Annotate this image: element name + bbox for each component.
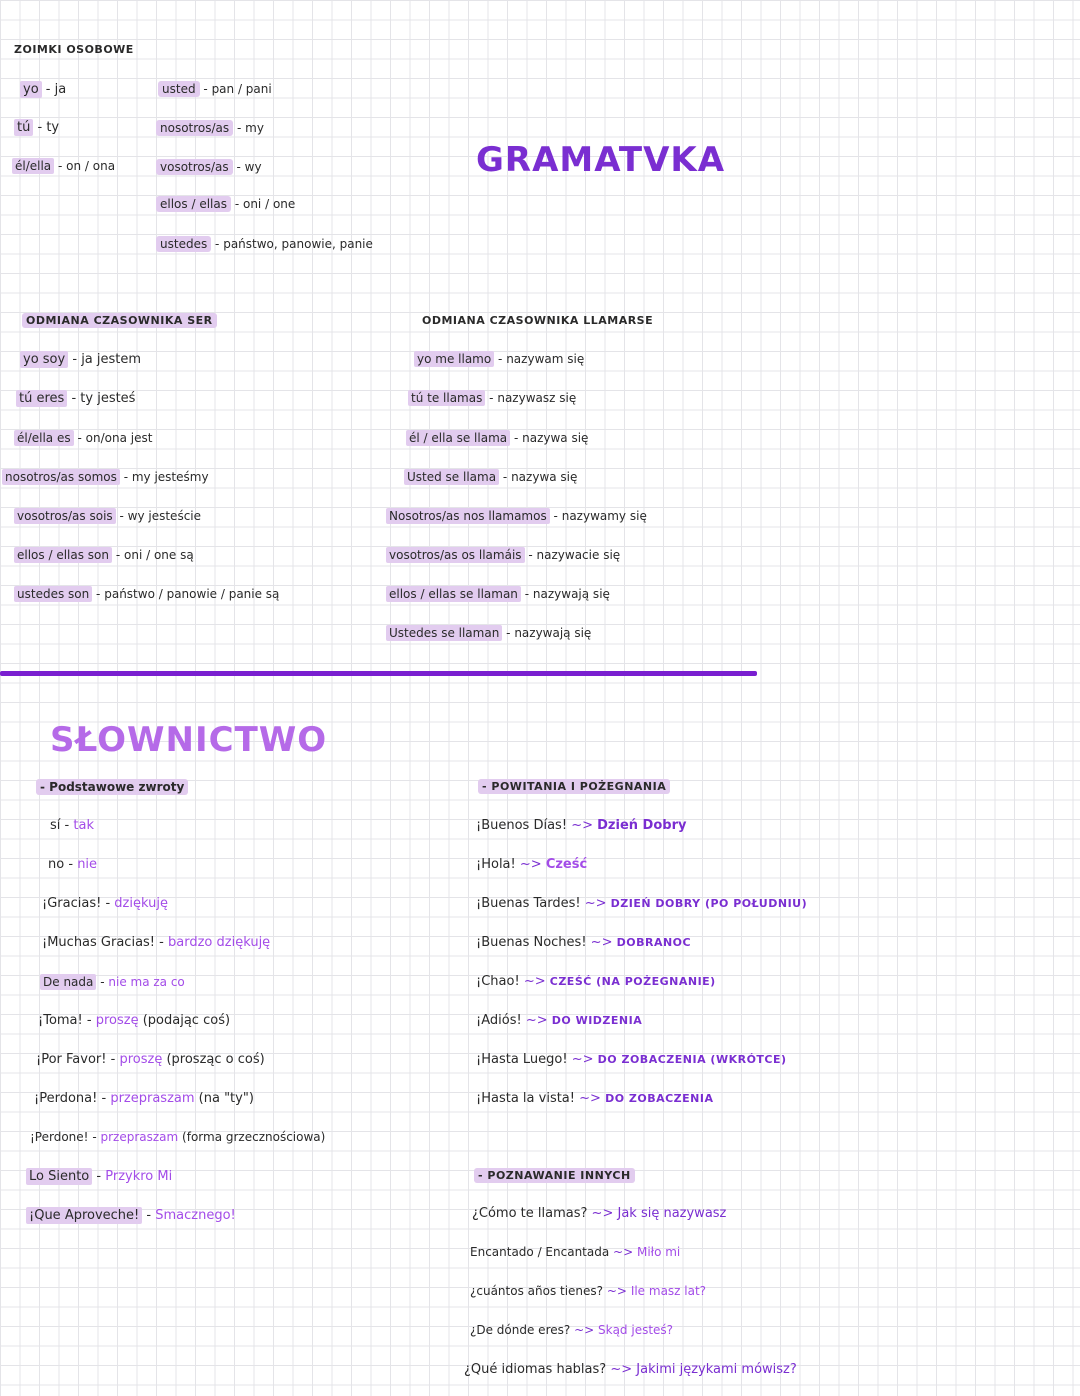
llamarse-pl: nazywamy się	[561, 509, 647, 523]
ser-row	[14, 587, 279, 601]
llamarse-sep: -	[553, 509, 558, 523]
pronoun-pl: on / ona	[66, 159, 116, 173]
greeting-sep: ~>	[584, 896, 607, 911]
llamarse-pl: nazywam się	[506, 352, 585, 366]
basic-row	[34, 1091, 254, 1106]
ser-row	[20, 352, 141, 367]
pronoun-es: él/ella	[12, 158, 54, 174]
ser-row	[14, 509, 201, 523]
llamarse-pl: nazywa się	[522, 431, 589, 445]
llamarse-sep: -	[489, 391, 494, 405]
pronoun-sep: -	[215, 237, 220, 251]
ser-pl: oni / one są	[124, 548, 194, 562]
basic-pl: proszę	[119, 1052, 163, 1067]
llamarse-sep: -	[506, 626, 511, 640]
meeting-row	[472, 1206, 726, 1221]
llamarse-pl: nazywają się	[514, 626, 592, 640]
ser-pl: wy jesteście	[127, 509, 202, 523]
pronoun-row	[156, 237, 373, 251]
llamarse-row	[404, 470, 577, 484]
llamarse-es: Ustedes se llaman	[386, 625, 502, 641]
pronoun-es: ellos / ellas	[156, 196, 231, 212]
basic-es: no	[48, 857, 65, 872]
greeting-es: ¡Buenas Noches!	[476, 935, 587, 950]
basic-note: (podając coś)	[142, 1013, 231, 1028]
basic-sep: -	[100, 975, 105, 989]
basic-pl: przepraszam	[100, 1130, 179, 1144]
meeting-es: ¿Qué idiomas hablas?	[464, 1362, 607, 1377]
pronoun-sep: -	[58, 159, 63, 173]
basic-note: (prosząc o coś)	[166, 1052, 265, 1067]
basic-es: sí	[50, 818, 61, 833]
basic-note: (na "ty")	[198, 1091, 254, 1106]
pronouns-title: ZOIMKI OSOBOWE	[14, 43, 134, 56]
ser-sep: -	[71, 391, 77, 406]
basic-es: ¡Perdone!	[30, 1130, 89, 1144]
basic-row	[42, 935, 270, 950]
basic-row	[30, 1130, 325, 1144]
basic-row	[36, 1052, 265, 1067]
llamarse-sep: -	[502, 470, 508, 484]
llamarse-row	[386, 548, 620, 562]
ser-es: ellos / ellas son	[14, 547, 112, 563]
pronoun-pl: ja	[54, 82, 67, 97]
pronoun-row	[156, 160, 262, 174]
pronoun-sep: -	[236, 160, 241, 174]
ser-row	[2, 470, 209, 484]
llamarse-pl: nazywa się	[511, 470, 578, 484]
basic-pl: dziękuję	[114, 896, 168, 911]
ser-pl: on/ona jest	[85, 431, 153, 445]
ser-sep: -	[123, 470, 129, 484]
greeting-pl: CZEŚĆ (NA POŻEGNANIE)	[549, 975, 716, 988]
greeting-es: ¡Hasta la vista!	[476, 1091, 575, 1106]
basic-pl: bardzo dziękuję	[168, 935, 271, 950]
meeting-sep: ~>	[606, 1284, 627, 1298]
pronoun-sep: -	[37, 120, 43, 135]
ser-sep: -	[77, 431, 82, 445]
pronoun-pl: państwo, panowie, panie	[223, 237, 373, 251]
greeting-pl: Dzień Dobry	[597, 818, 687, 833]
meeting-es: ¿Cómo te llamas?	[472, 1206, 588, 1221]
pronoun-row	[20, 82, 66, 97]
basic-es: ¡Toma!	[38, 1013, 83, 1028]
greeting-row	[476, 1052, 787, 1067]
greetings-title: - POWITANIA I POŻEGNANIA	[478, 780, 670, 793]
basic-es: Lo Siento	[26, 1168, 92, 1185]
basic-es: De nada	[40, 974, 96, 990]
greeting-row	[476, 896, 807, 911]
meeting-sep: ~>	[574, 1323, 595, 1337]
llamarse-pl: nazywają się	[532, 587, 610, 601]
basic-sep: -	[86, 1013, 92, 1028]
basic-row	[50, 818, 94, 833]
basic-row	[40, 975, 185, 989]
greeting-pl: DZIEŃ DOBRY (PO POŁUDNIU)	[610, 897, 808, 910]
pronoun-es: tú	[14, 119, 33, 136]
basic-row	[26, 1208, 236, 1223]
meeting-es: ¿De dónde eres?	[470, 1323, 571, 1337]
greeting-sep: ~>	[523, 974, 546, 989]
greeting-pl: DO WIDZENIA	[551, 1014, 643, 1027]
greeting-es: ¡Hasta Luego!	[476, 1052, 568, 1067]
meeting-pl: Ile masz lat?	[630, 1284, 707, 1298]
basic-sep: -	[105, 896, 111, 911]
vocab-title: SŁOWNICTWO	[50, 720, 328, 760]
basic-note: (forma grzecznościowa)	[182, 1130, 326, 1144]
greeting-es: ¡Hola!	[476, 857, 516, 872]
meeting-es: ¿cuántos años tienes?	[470, 1284, 604, 1298]
ser-sep: -	[119, 509, 124, 523]
greeting-es: ¡Buenas Tardes!	[476, 896, 581, 911]
meeting-row	[464, 1362, 797, 1377]
greeting-row	[476, 857, 587, 872]
pronoun-sep: -	[234, 197, 240, 211]
llamarse-sep: -	[528, 548, 533, 562]
pronoun-row	[156, 197, 295, 211]
basic-sep: -	[96, 1169, 102, 1184]
basic-pl: Przykro Mi	[105, 1169, 173, 1184]
llamarse-row	[414, 352, 584, 366]
basic-sep: -	[146, 1208, 152, 1223]
basic-es: ¡Muchas Gracias!	[42, 935, 156, 950]
llamarse-es: él / ella se llama	[406, 430, 510, 446]
meeting-sep: ~>	[610, 1362, 633, 1377]
llamarse-pl: nazywacie się	[536, 548, 621, 562]
llamarse-sep: -	[498, 352, 503, 366]
ser-es: tú eres	[16, 390, 67, 407]
greeting-sep: ~>	[579, 1091, 601, 1106]
basic-pl: przepraszam	[110, 1091, 195, 1106]
greeting-row	[476, 935, 691, 950]
greeting-sep: ~>	[571, 1052, 594, 1067]
greeting-pl: DOBRANOC	[616, 936, 692, 949]
pronoun-es: vosotros/as	[156, 159, 233, 175]
basic-es: ¡Perdona!	[34, 1091, 98, 1106]
pronoun-sep: -	[237, 121, 242, 135]
pronoun-row	[158, 82, 272, 96]
llamarse-es: vosotros/as os llamáis	[386, 547, 525, 563]
greeting-row	[476, 1013, 642, 1028]
ser-row	[14, 548, 194, 562]
basic-sep: -	[110, 1052, 116, 1067]
ser-pl: ty jesteś	[80, 391, 136, 406]
llamarse-sep: -	[524, 587, 530, 601]
pronoun-pl: ty	[46, 120, 60, 135]
llamarse-es: tú te llamas	[408, 390, 485, 406]
llamarse-row	[408, 391, 576, 405]
basic-row	[42, 896, 168, 911]
ser-es: él/ella es	[14, 430, 74, 446]
pronoun-sep: -	[203, 82, 208, 96]
llamarse-row	[386, 587, 610, 601]
llamarse-row	[386, 509, 647, 523]
ser-pl: my jesteśmy	[131, 470, 209, 484]
ser-es: nosotros/as somos	[2, 469, 120, 485]
basic-row	[48, 857, 97, 872]
meeting-pl: Skąd jesteś?	[598, 1323, 674, 1337]
greeting-sep: ~>	[525, 1013, 548, 1028]
ser-sep: -	[72, 352, 78, 367]
llamarse-es: yo me llamo	[414, 351, 494, 367]
pronoun-row	[12, 159, 115, 173]
section-divider	[0, 671, 757, 676]
pronoun-pl: pan / pani	[211, 82, 272, 96]
grammar-title: GRAMATVKA	[476, 140, 726, 180]
greeting-row	[476, 974, 716, 989]
basic-es: ¡Gracias!	[42, 896, 102, 911]
pronoun-es: nosotros/as	[156, 120, 233, 136]
pronoun-es: yo	[20, 81, 42, 98]
llamarse-es: ellos / ellas se llaman	[386, 586, 521, 602]
greeting-sep: ~>	[590, 935, 613, 950]
greeting-pl: Cześć	[545, 857, 588, 872]
meeting-pl: Miło mi	[636, 1245, 681, 1259]
basic-pl: Smacznego!	[155, 1208, 236, 1223]
basic-sep: -	[68, 857, 74, 872]
meeting-sep: ~>	[613, 1245, 634, 1259]
ser-sep: -	[115, 548, 121, 562]
pronoun-pl: oni / one	[242, 197, 296, 211]
ser-row	[14, 431, 152, 445]
pronoun-row	[156, 121, 264, 135]
basic-es: ¡Por Favor!	[36, 1052, 107, 1067]
pronoun-es: usted	[158, 81, 200, 97]
greeting-pl: DO ZOBACZENIA (WKRÓTCE)	[597, 1053, 787, 1066]
basic-sep: -	[159, 935, 164, 950]
pronoun-sep: -	[45, 82, 51, 97]
basic-pl: proszę	[95, 1013, 139, 1028]
meeting-row	[470, 1284, 706, 1298]
ser-sep: -	[96, 587, 101, 601]
greeting-sep: ~>	[519, 857, 542, 872]
greeting-row	[476, 1091, 714, 1106]
meeting-sep: ~>	[591, 1206, 614, 1221]
greeting-row	[476, 818, 686, 833]
ser-es: ustedes son	[14, 586, 92, 602]
ser-es: yo soy	[20, 351, 68, 368]
pronoun-row	[14, 120, 59, 135]
meeting-pl: Jakimi językami mówisz?	[636, 1362, 797, 1377]
greeting-es: ¡Buenos Días!	[476, 818, 568, 833]
ser-es: vosotros/as sois	[14, 508, 116, 524]
basic-pl: nie	[77, 857, 98, 872]
meeting-row	[470, 1245, 680, 1259]
llamarse-row	[406, 431, 588, 445]
ser-pl: państwo / panowie / panie są	[104, 587, 280, 601]
basic-pl: tak	[73, 818, 94, 833]
basic-es: ¡Que Aproveche!	[26, 1207, 142, 1224]
llamarse-es: Usted se llama	[404, 469, 499, 485]
llamarse-es: Nosotros/as nos llamamos	[386, 508, 550, 524]
basic-row	[38, 1013, 230, 1028]
greeting-sep: ~>	[571, 818, 593, 833]
greeting-pl: DO ZOBACZENIA	[605, 1092, 714, 1105]
ser-title: ODMIANA CZASOWNIKA SER	[22, 314, 217, 327]
pronoun-pl: my	[245, 121, 264, 135]
ser-pl: ja jestem	[81, 352, 142, 367]
greeting-es: ¡Chao!	[476, 974, 520, 989]
basic-title: - Podstawowe zwroty	[36, 780, 188, 794]
llamarse-title: ODMIANA CZASOWNIKA LLAMARSE	[422, 314, 654, 327]
meeting-es: Encantado / Encantada	[470, 1245, 610, 1259]
basic-sep: -	[92, 1130, 97, 1144]
ser-row	[16, 391, 135, 406]
basic-pl: nie ma za co	[108, 975, 185, 989]
basic-sep: -	[101, 1091, 107, 1106]
llamarse-pl: nazywasz się	[497, 391, 577, 405]
pronoun-es: ustedes	[156, 236, 211, 252]
basic-row	[26, 1169, 172, 1184]
meeting-row	[470, 1323, 673, 1337]
pronoun-pl: wy	[244, 160, 262, 174]
greeting-es: ¡Adiós!	[476, 1013, 522, 1028]
llamarse-row	[386, 626, 591, 640]
meeting-pl: Jak się nazywasz	[617, 1206, 727, 1221]
llamarse-sep: -	[513, 431, 519, 445]
meeting-title: - POZNAWANIE INNYCH	[474, 1169, 635, 1182]
basic-sep: -	[64, 818, 70, 833]
